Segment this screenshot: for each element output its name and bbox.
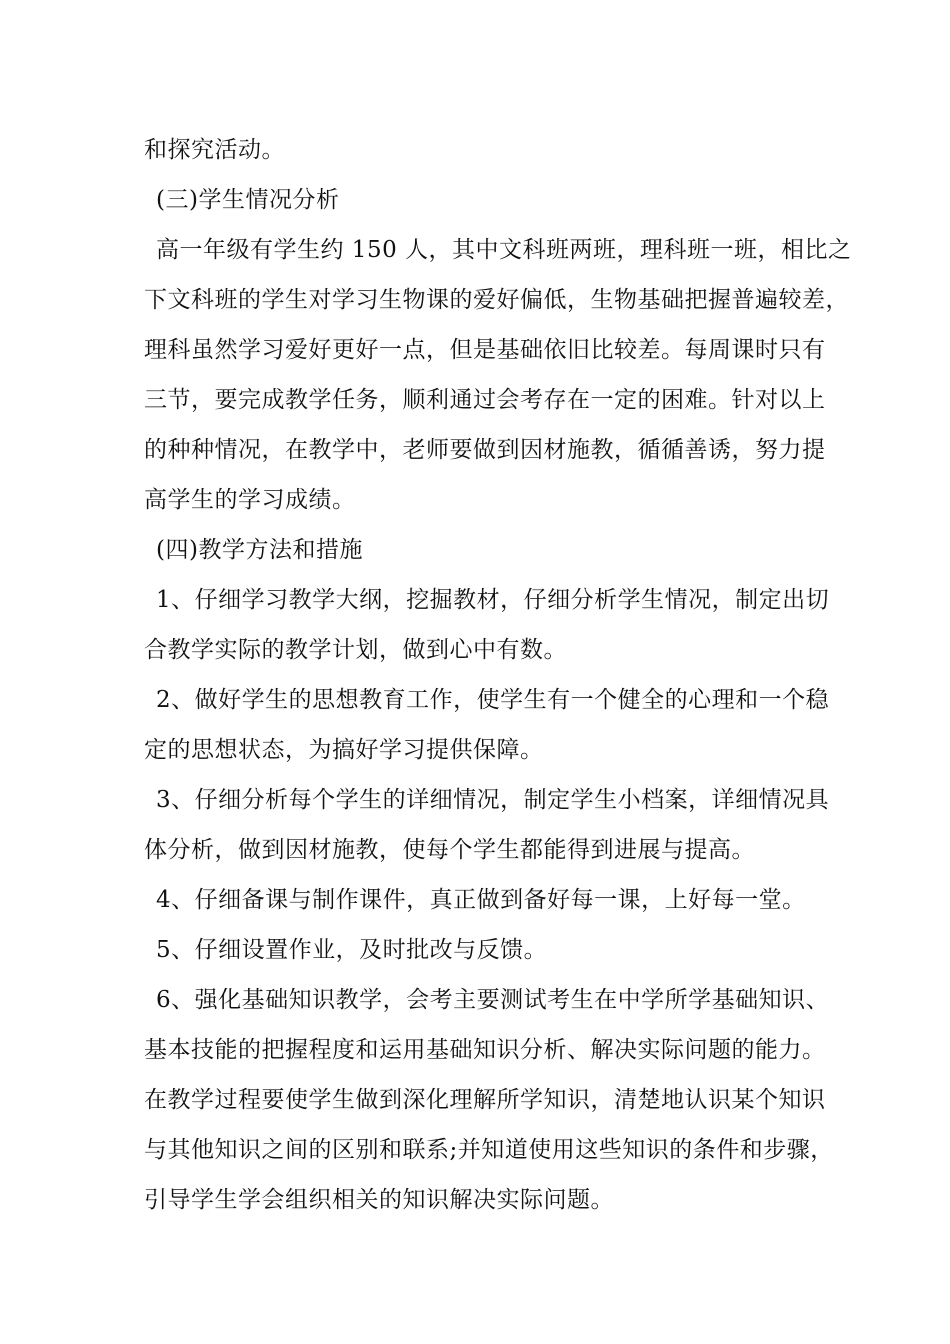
list-item-continuation: 基本技能的把握程度和运用基础知识分析、解决实际问题的能力。 (144, 1037, 826, 1063)
list-item: 4、仔细备课与制作课件，真正做到备好每一课，上好每一堂。 (156, 887, 806, 913)
section-heading: (四)教学方法和措施 (156, 537, 363, 563)
list-item-continuation: 与其他知识之间的区别和联系;并知道使用这些知识的条件和步骤， (144, 1137, 834, 1163)
list-item-continuation: 在教学过程要使学生做到深化理解所学知识，清楚地认识某个知识 (144, 1087, 826, 1113)
paragraph-line: 的种种情况，在教学中，老师要做到因材施教，循循善诱，努力提 (144, 437, 826, 463)
list-item: 2、做好学生的思想教育工作，使学生有一个健全的心理和一个稳 (156, 687, 830, 713)
paragraph-line: 下文科班的学生对学习生物课的爱好偏低，生物基础把握普遍较差， (144, 287, 849, 313)
list-item: 6、强化基础知识教学，会考主要测试考生在中学所学基础知识、 (156, 987, 830, 1013)
paragraph-line: 理科虽然学习爱好更好一点，但是基础依旧比较差。每周课时只有 (144, 337, 826, 363)
list-item: 1、仔细学习教学大纲，挖掘教材，仔细分析学生情况，制定出切 (156, 587, 830, 613)
paragraph-line: 高一年级有学生约 150 人，其中文科班两班，理科班一班，相比之 (156, 237, 852, 263)
list-item-continuation: 引导学生学会组织相关的知识解决实际问题。 (144, 1187, 614, 1213)
list-item-continuation: 定的思想状态，为搞好学习提供保障。 (144, 737, 544, 763)
list-item-continuation: 合教学实际的教学计划，做到心中有数。 (144, 637, 567, 663)
paragraph-line: 三节，要完成教学任务，顺利通过会考存在一定的困难。针对以上 (144, 387, 826, 413)
paragraph-line: 高学生的学习成绩。 (144, 487, 356, 513)
list-item: 3、仔细分析每个学生的详细情况，制定学生小档案，详细情况具 (156, 787, 830, 813)
section-heading: (三)学生情况分析 (156, 187, 340, 213)
paragraph-line: 和探究活动。 (144, 137, 285, 163)
list-item: 5、仔细设置作业，及时批改与反馈。 (156, 937, 548, 963)
list-item-continuation: 体分析，做到因材施教，使每个学生都能得到进展与提高。 (144, 837, 755, 863)
